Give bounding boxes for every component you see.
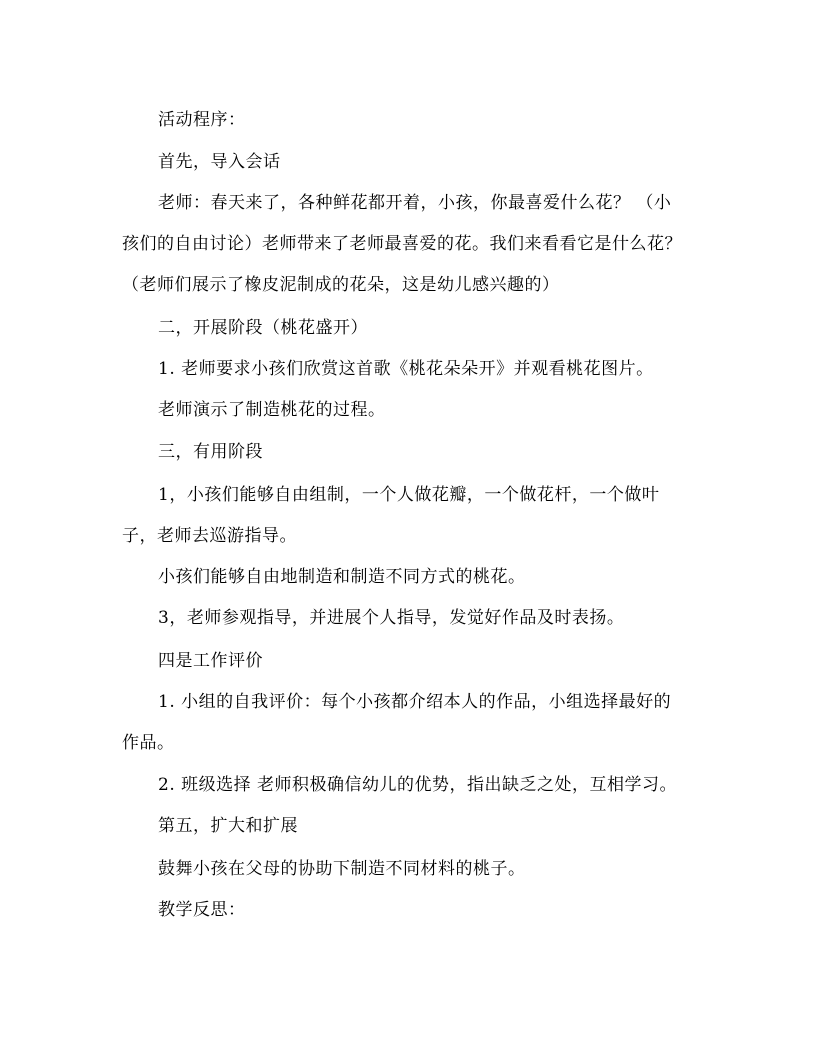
list-item: 1. 小组的自我评价：每个小孩都介绍本人的作品，小组选择最好的	[158, 692, 672, 712]
section-heading-activity-procedure: 活动程序：	[158, 110, 246, 130]
paragraph-line: 作品。	[122, 733, 175, 753]
paragraph-line: 老师演示了制造桃花的过程。	[158, 400, 386, 420]
section-heading-stage-four: 四是工作评价	[158, 651, 263, 671]
section-heading-stage-three: 三，有用阶段	[158, 442, 263, 462]
paragraph-line: （老师们展示了橡皮泥制成的花朵，这是幼儿感兴趣的）	[122, 275, 560, 295]
list-item: 1. 老师要求小孩们欣赏这首歌《桃花朵朵开》并观看桃花图片。	[158, 359, 654, 379]
paragraph-line: 孩们的自由讨论）老师带来了老师最喜爱的花。我们来看看它是什么花？	[122, 234, 682, 254]
section-heading-stage-five: 第五，扩大和扩展	[158, 816, 298, 836]
list-item: 3，老师参观指导，并进展个人指导，发觉好作品及时表扬。	[158, 608, 625, 628]
paragraph-line: 子，老师去巡游指导。	[122, 526, 297, 546]
list-item: 2. 班级选择 老师积极确信幼儿的优势，指出缺乏之处，互相学习。	[158, 775, 678, 795]
list-item: 1，小孩们能够自由组制，一个人做花瓣，一个做花杆，一个做叶	[158, 485, 660, 505]
paragraph-line: 小孩们能够自由地制造和制造不同方式的桃花。	[158, 567, 526, 587]
section-heading-teaching-reflection: 教学反思：	[158, 900, 246, 920]
paragraph-line: 鼓舞小孩在父母的协助下制造不同材料的桃子。	[158, 859, 526, 879]
section-heading-stage-two: 二，开展阶段（桃花盛开）	[158, 318, 368, 338]
paragraph-step-one: 首先，导入会话	[158, 152, 281, 172]
paragraph-line: 老师：春天来了，各种鲜花都开着，小孩，你最喜爱什么花？ （小	[158, 193, 672, 213]
